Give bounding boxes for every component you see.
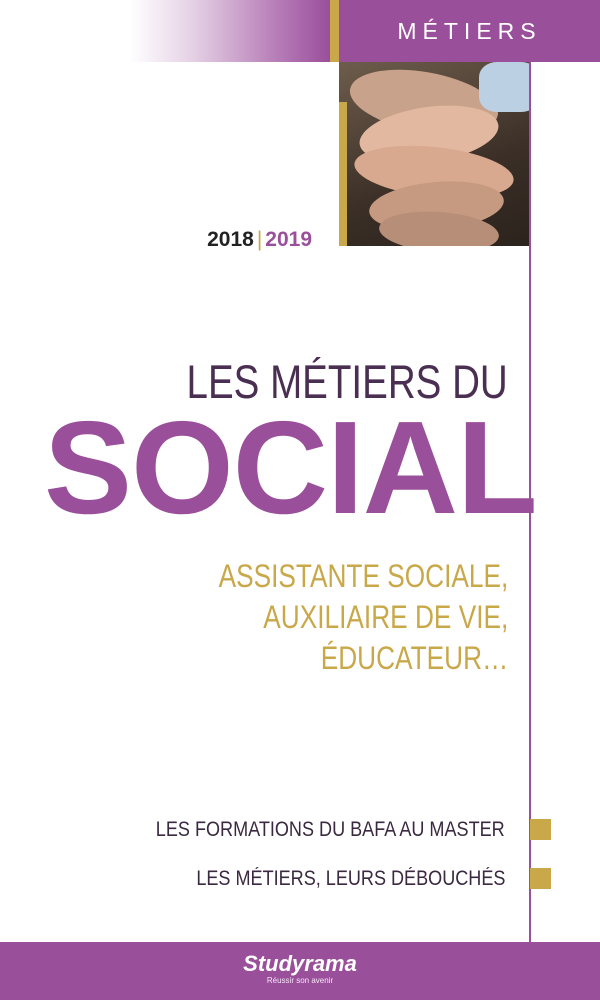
sleeve-shape [479, 62, 529, 112]
subtitle-line: AUXILIAIRE DE VIE, [263, 599, 508, 635]
book-title-line1: LES MÉTIERS DU [186, 355, 508, 408]
book-title-line2: SOCIAL [44, 394, 537, 541]
year-start: 2018 [207, 228, 254, 251]
top-gradient-band [130, 0, 330, 62]
series-label: MÉTIERS [339, 0, 600, 62]
edition-years [207, 228, 312, 252]
year-end: 2019 [265, 228, 312, 251]
subtitle-line: ÉDUCATEUR… [320, 640, 508, 676]
bullet-square [530, 868, 551, 889]
publisher-logo: Studyrama [243, 951, 357, 976]
bullet-square [530, 819, 551, 840]
photo-gold-edge [339, 102, 347, 246]
stacked-hands-photo [339, 62, 529, 246]
bullet-text: LES MÉTIERS, LEURS DÉBOUCHÉS [195, 867, 505, 890]
subtitle [218, 556, 508, 679]
year-separator: | [256, 228, 263, 251]
publisher-tagline: Réussir son avenir [266, 976, 334, 985]
gold-divider [330, 0, 339, 62]
subtitle-line: ASSISTANTE SOCIALE, [218, 558, 508, 594]
bullet-text: LES FORMATIONS DU BAFA AU MASTER [156, 818, 505, 841]
